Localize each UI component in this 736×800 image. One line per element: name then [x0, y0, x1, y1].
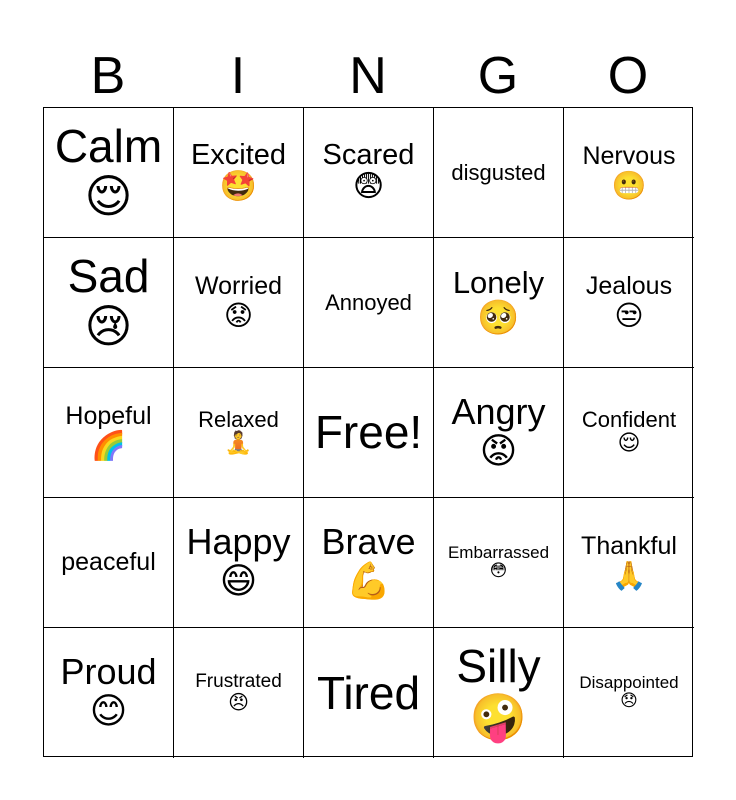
- header-letter-g: G: [477, 47, 519, 105]
- bingo-cell[interactable]: [174, 498, 304, 628]
- bingo-cell[interactable]: [564, 108, 694, 238]
- star-struck-icon: 🤩: [219, 169, 258, 205]
- header-letter-o: O: [607, 47, 649, 105]
- bingo-cell[interactable]: [44, 628, 174, 758]
- bingo-cell[interactable]: [44, 498, 174, 628]
- zany-face-icon: 🤪: [469, 689, 528, 744]
- cell-label: Calm: [54, 119, 163, 172]
- bingo-cell[interactable]: [174, 238, 304, 368]
- bingo-cell[interactable]: [44, 238, 174, 368]
- cell-label: Tired: [316, 666, 421, 719]
- bingo-cell[interactable]: [174, 368, 304, 498]
- cell-label: Excited: [190, 139, 287, 172]
- bingo-cell[interactable]: [304, 108, 434, 238]
- cell-label: Embarrassed: [447, 542, 550, 562]
- bingo-cell[interactable]: [434, 498, 564, 628]
- cell-label: Frustrated: [195, 670, 282, 692]
- cell-label: Lonely: [452, 264, 545, 300]
- relieved-face-icon: 😌: [84, 169, 133, 224]
- bingo-card: [43, 107, 693, 757]
- flushed-face-icon: 😳: [489, 560, 508, 581]
- cell-label: Worried: [194, 272, 283, 301]
- header-letter-n: N: [349, 47, 387, 105]
- cell-label: Proud: [60, 651, 157, 693]
- bingo-cell[interactable]: [564, 498, 694, 628]
- crying-face-icon: 😢: [84, 299, 133, 354]
- free-space-label: Free!: [314, 406, 423, 459]
- relieved-face-icon: 😌: [617, 431, 641, 457]
- bingo-cell[interactable]: [44, 368, 174, 498]
- cell-label: Relaxed: [198, 407, 279, 433]
- cell-label: disgusted: [451, 159, 546, 185]
- grimacing-face-icon: 😬: [611, 168, 647, 202]
- bingo-cell[interactable]: [304, 628, 434, 758]
- cell-label: Nervous: [582, 142, 676, 171]
- fearful-face-icon: 😨: [352, 169, 385, 205]
- grinning-face-icon: 😄: [219, 560, 258, 602]
- bingo-cell[interactable]: [564, 628, 694, 758]
- disappointed-face-icon: 😞: [620, 691, 638, 712]
- bingo-cell[interactable]: [434, 238, 564, 368]
- smiling-face-icon: 😊: [89, 691, 128, 733]
- bingo-cell[interactable]: [434, 108, 564, 238]
- cell-label: Confident: [581, 407, 677, 433]
- cell-label: Happy: [186, 520, 291, 562]
- cell-label: Sad: [67, 249, 150, 302]
- header-letter-i: I: [230, 47, 246, 105]
- cell-label: peaceful: [61, 548, 156, 577]
- flexed-biceps-icon: 💪: [346, 560, 391, 602]
- pleading-face-icon: 🥺: [477, 298, 520, 339]
- cell-label: Scared: [322, 139, 415, 172]
- angry-face-icon: 😡: [479, 430, 518, 472]
- bingo-cell[interactable]: [304, 498, 434, 628]
- cell-label: Annoyed: [325, 289, 412, 315]
- cell-label: Thankful: [581, 532, 677, 561]
- bingo-cell[interactable]: [44, 108, 174, 238]
- bingo-cell[interactable]: [564, 368, 694, 498]
- rainbow-icon: 🌈: [91, 428, 126, 462]
- free-space-cell[interactable]: [304, 368, 434, 498]
- cell-label: Silly: [456, 640, 541, 693]
- bingo-cell[interactable]: [174, 628, 304, 758]
- cell-label: Brave: [321, 520, 416, 562]
- cell-label: Angry: [451, 390, 546, 432]
- person-meditating-icon: 🧘: [224, 431, 253, 457]
- bingo-cell[interactable]: [434, 628, 564, 758]
- cell-label: Jealous: [585, 272, 673, 301]
- unamused-face-icon: 😒: [614, 298, 644, 332]
- bingo-header: [43, 48, 693, 104]
- header-letter-b: B: [90, 47, 126, 105]
- cell-label: Hopeful: [65, 402, 152, 431]
- folded-hands-icon: 🙏: [611, 558, 647, 592]
- bingo-cell[interactable]: [564, 238, 694, 368]
- bingo-cell[interactable]: [304, 238, 434, 368]
- bingo-cell[interactable]: [434, 368, 564, 498]
- bingo-cell[interactable]: [174, 108, 304, 238]
- angry-face-icon: 😠: [228, 690, 249, 715]
- worried-face-icon: 😟: [223, 298, 254, 332]
- cell-label: Disappointed: [579, 673, 679, 693]
